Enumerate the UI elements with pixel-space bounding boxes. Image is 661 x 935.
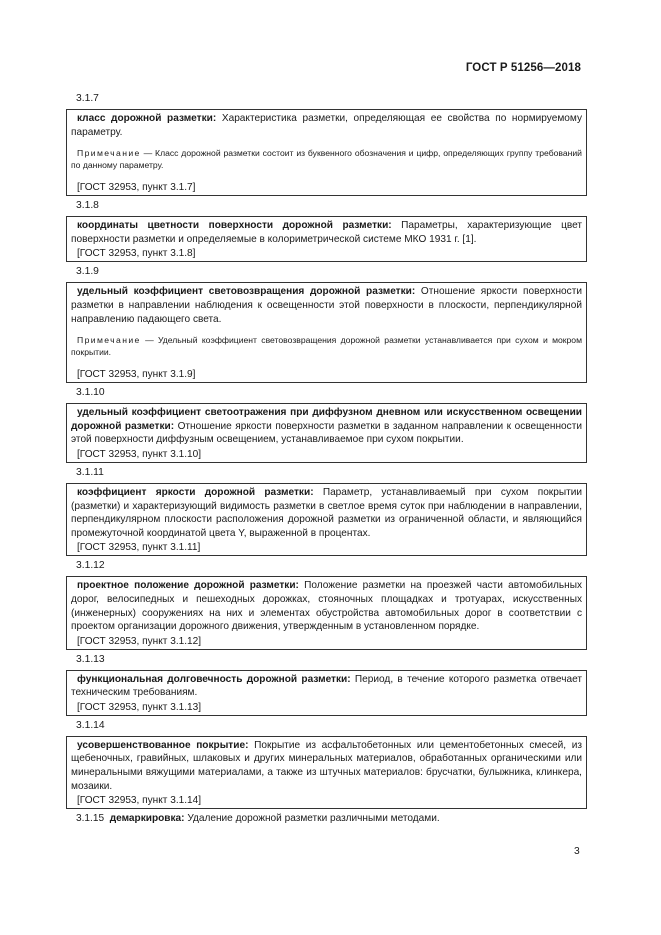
term-note: [71, 147, 582, 171]
definition-text: Отношение яркости поверхности разметки в направлении наблюдения к освещенности этой поверхности в плоскости, перпендикулярной направлению падающего света.: [71, 286, 582, 325]
term-name: координаты цветности поверхности дорожной разметки:: [77, 220, 392, 232]
term-box: [66, 216, 587, 262]
definition-text: Характеристика разметки, определяющая ее свойства по нормируемому параметру.: [71, 113, 583, 138]
definition-text: Параметры, характеризующие цвет поверхности разметки и определяемые в колориметрической системе МКО 1931 г. [1].: [71, 220, 582, 245]
term-name: коэффициент яркости дорожной разметки:: [77, 486, 314, 498]
terms-section: [66, 92, 587, 825]
term-name: функциональная долговечность дорожной разметки:: [77, 673, 351, 685]
definition-text: Положение разметки на проезжей части автомобильных дорог, велосипедных и пешеходных дорожках, стояночных площадках и тротуарах, искусственных (инженерных) сооружениях на них и элементах обустройства автомобильных дорог в соответствии с проектом организации дорожного движения, утвержденным в установленном порядке.: [71, 580, 583, 633]
page-number: 3: [574, 846, 580, 857]
term-definition: [71, 486, 582, 540]
document-header: ГОСТ Р 51256—2018: [465, 62, 581, 74]
entry-number: 3.1.12: [76, 560, 105, 572]
term-definition: [71, 285, 582, 326]
term-entry-unboxed: [76, 812, 587, 825]
entry-number: 3.1.10: [76, 387, 105, 399]
note-text: — Класс дорожной разметки состоит из буквенного обозначения и цифр, определяющих группу требований по данному параметру.: [71, 148, 582, 171]
term-box: [66, 670, 587, 716]
source-reference: [ГОСТ 32953, пункт 3.1.8]: [77, 248, 196, 260]
term-box: [66, 576, 587, 649]
term-name: усовершенствованное покрытие:: [77, 739, 249, 751]
note-label: Примечание: [77, 148, 141, 159]
term-name: удельный коэффициент светоотражения при диффузном дневном или искусственном освещении дорожной разметки:: [71, 407, 582, 432]
entry-number: 3.1.14: [76, 719, 105, 731]
term-box: [66, 109, 587, 196]
term-definition: [71, 112, 582, 139]
source-reference: [ГОСТ 32953, пункт 3.1.7]: [77, 182, 196, 194]
term-name: класс дорожной разметки:: [77, 113, 217, 124]
entry-number: 3.1.8: [76, 200, 99, 212]
source-reference: [ГОСТ 32953, пункт 3.1.9]: [77, 369, 196, 381]
term-name: демаркировка:: [109, 813, 185, 825]
note-text: — Удельный коэффициент световозвращения дорожной разметки устанавливается при сухом и мокром покрытии.: [71, 335, 582, 358]
note-label: Примечание: [77, 335, 141, 346]
term-definition: [71, 579, 582, 633]
definition-text: Отношение яркости поверхности разметки в заданном направлении к освещенности этой поверхности диффузным освещением, устанавливаемое при сухом покрытии.: [71, 420, 582, 446]
term-definition: [71, 673, 582, 700]
entry-number: 3.1.11: [76, 466, 104, 478]
source-reference: [ГОСТ 32953, пункт 3.1.10]: [77, 448, 202, 460]
definition-text: Удаление дорожной разметки различными методами.: [184, 813, 440, 825]
entry-number: 3.1.9: [76, 266, 99, 278]
term-box: [66, 282, 587, 383]
term-note: [71, 334, 582, 358]
entry-number: 3.1.15: [76, 813, 105, 825]
definition-text: Покрытие из асфальтобетонных или цементобетонных смесей, из щебеночных, гравийных, шлаковых и других минеральных материалов, обработанных органическими или минеральными вяжущими материалами, а также из штучных материалов: брусчатки, булыжника, клинкера, мозаики.: [71, 739, 582, 792]
term-name: проектное положение дорожной разметки:: [77, 580, 299, 592]
source-reference: [ГОСТ 32953, пункт 3.1.11]: [77, 542, 201, 554]
entry-number: 3.1.7: [76, 93, 99, 104]
term-box: [66, 736, 587, 809]
source-reference: [ГОСТ 32953, пункт 3.1.14]: [77, 795, 202, 807]
term-box: [66, 483, 587, 556]
definition-text: Период, в течение которого разметка отвечает техническим требованиям.: [71, 673, 582, 699]
source-reference: [ГОСТ 32953, пункт 3.1.12]: [77, 635, 202, 647]
term-definition: [71, 406, 582, 447]
term-definition: [71, 739, 582, 793]
term-box: [66, 403, 587, 463]
term-name: удельный коэффициент световозвращения дорожной разметки:: [77, 286, 416, 298]
source-reference: [ГОСТ 32953, пункт 3.1.13]: [77, 701, 202, 713]
term-definition: [71, 219, 582, 246]
entry-number: 3.1.13: [76, 653, 105, 665]
definition-text: Параметр, устанавливаемый при сухом покрытии (разметки) и характеризующий видимость разметки в светлое время суток при наблюдении в направлении, перпендикулярном плоскости расположения дорожной разметки из ограниченной области, и являющийся промежуточной координатой цвета Y, выраженной в процентах.: [71, 486, 582, 539]
